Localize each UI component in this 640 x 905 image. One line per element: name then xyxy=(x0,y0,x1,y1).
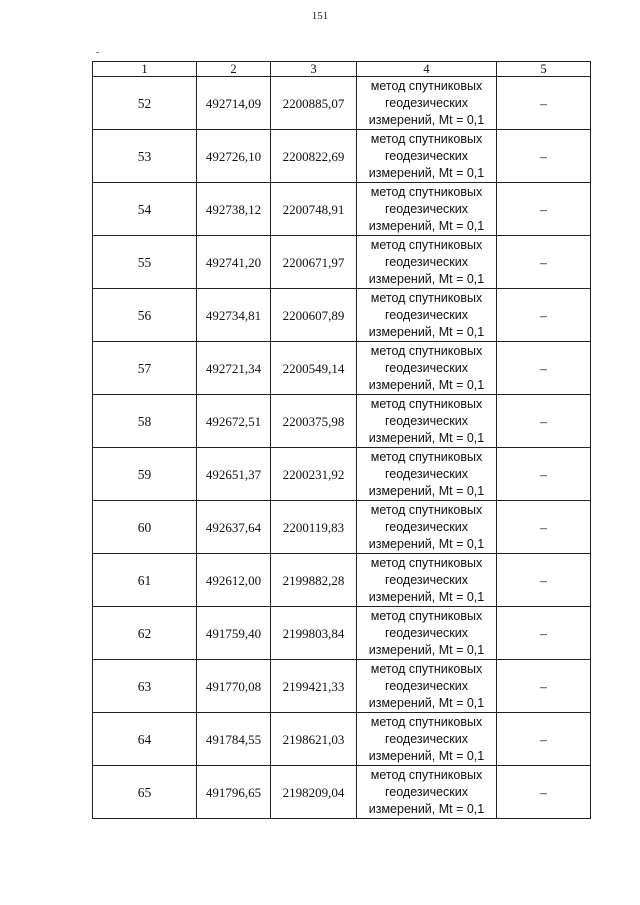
point-number-cell: 54 xyxy=(93,183,197,236)
method-text-line: метод спутниковых xyxy=(370,767,483,782)
x-coordinate-cell: 491770,08 xyxy=(197,660,271,713)
table-row xyxy=(93,289,591,342)
method-text-line: измерений, Mt = 0,1 xyxy=(368,589,485,604)
method-text-line: геодезических xyxy=(384,148,468,163)
x-coordinate-cell: 492741,20 xyxy=(197,236,271,289)
method-text-line: измерений, Mt = 0,1 xyxy=(368,536,485,551)
method-cell xyxy=(357,289,497,342)
method-cell xyxy=(357,183,497,236)
method-text-line: геодезических xyxy=(384,678,468,693)
point-number-cell: 65 xyxy=(93,766,197,819)
y-coordinate-cell: 2199421,33 xyxy=(271,660,357,713)
method-text-line: геодезических xyxy=(384,572,468,587)
point-number-cell: 60 xyxy=(93,501,197,554)
method-text-line: измерений, Mt = 0,1 xyxy=(368,801,485,816)
method-text-line: метод спутниковых xyxy=(370,396,483,411)
point-number-cell: 64 xyxy=(93,713,197,766)
table-row xyxy=(93,554,591,607)
column-5-cell: – xyxy=(497,660,591,713)
method-text-line: геодезических xyxy=(384,307,468,322)
method-text-line: измерений, Mt = 0,1 xyxy=(368,748,485,763)
method-cell xyxy=(357,501,497,554)
y-coordinate-cell: 2200748,91 xyxy=(271,183,357,236)
method-text-line: геодезических xyxy=(384,625,468,640)
method-cell xyxy=(357,766,497,819)
point-number-cell: 63 xyxy=(93,660,197,713)
method-text-line: измерений, Mt = 0,1 xyxy=(368,271,485,286)
point-number-cell: 56 xyxy=(93,289,197,342)
method-text-line: метод спутниковых xyxy=(370,290,483,305)
y-coordinate-cell: 2200671,97 xyxy=(271,236,357,289)
table-row xyxy=(93,342,591,395)
x-coordinate-cell: 492651,37 xyxy=(197,448,271,501)
method-text-line: метод спутниковых xyxy=(370,237,483,252)
x-coordinate-cell: 492612,00 xyxy=(197,554,271,607)
method-text-line: измерений, Mt = 0,1 xyxy=(368,324,485,339)
table-row xyxy=(93,236,591,289)
method-text-line: геодезических xyxy=(384,254,468,269)
page-number: 151 xyxy=(311,10,329,22)
point-number-cell: 55 xyxy=(93,236,197,289)
x-coordinate-cell: 492672,51 xyxy=(197,395,271,448)
method-cell xyxy=(357,607,497,660)
x-coordinate-cell: 492637,64 xyxy=(197,501,271,554)
table-row xyxy=(93,660,591,713)
column-5-cell: – xyxy=(497,713,591,766)
column-5-cell: – xyxy=(497,289,591,342)
x-coordinate-cell: 492721,34 xyxy=(197,342,271,395)
column-5-cell: – xyxy=(497,342,591,395)
method-text-line: метод спутниковых xyxy=(370,131,483,146)
table-row xyxy=(93,130,591,183)
column-header: 5 xyxy=(497,62,591,77)
y-coordinate-cell: 2200231,92 xyxy=(271,448,357,501)
column-5-cell: – xyxy=(497,395,591,448)
method-text-line: измерений, Mt = 0,1 xyxy=(368,695,485,710)
table-row xyxy=(93,607,591,660)
x-coordinate-cell: 491759,40 xyxy=(197,607,271,660)
column-5-cell: – xyxy=(497,501,591,554)
method-cell xyxy=(357,554,497,607)
method-text-line: измерений, Mt = 0,1 xyxy=(368,430,485,445)
x-coordinate-cell: 492714,09 xyxy=(197,77,271,130)
method-cell xyxy=(357,130,497,183)
y-coordinate-cell: 2199803,84 xyxy=(271,607,357,660)
point-number-cell: 61 xyxy=(93,554,197,607)
method-cell xyxy=(357,236,497,289)
column-5-cell: – xyxy=(497,236,591,289)
method-text-line: геодезических xyxy=(384,201,468,216)
method-text-line: метод спутниковых xyxy=(370,449,483,464)
table-row xyxy=(93,183,591,236)
point-number-cell: 58 xyxy=(93,395,197,448)
x-coordinate-cell: 492738,12 xyxy=(197,183,271,236)
column-5-cell: – xyxy=(497,130,591,183)
x-coordinate-cell: 491784,55 xyxy=(197,713,271,766)
y-coordinate-cell: 2200549,14 xyxy=(271,342,357,395)
method-cell xyxy=(357,395,497,448)
column-header: 1 xyxy=(93,62,197,77)
method-cell xyxy=(357,342,497,395)
method-text-line: геодезических xyxy=(384,466,468,481)
method-text-line: измерений, Mt = 0,1 xyxy=(368,165,485,180)
page-mark xyxy=(96,52,99,53)
table-row xyxy=(93,501,591,554)
y-coordinate-cell: 2200375,98 xyxy=(271,395,357,448)
x-coordinate-cell: 492734,81 xyxy=(197,289,271,342)
method-text-line: измерений, Mt = 0,1 xyxy=(368,483,485,498)
method-text-line: метод спутниковых xyxy=(370,343,483,358)
x-coordinate-cell: 492726,10 xyxy=(197,130,271,183)
method-cell xyxy=(357,660,497,713)
coordinates-table xyxy=(92,61,591,819)
point-number-cell: 62 xyxy=(93,607,197,660)
method-text-line: геодезических xyxy=(384,360,468,375)
column-header: 2 xyxy=(197,62,271,77)
method-cell xyxy=(357,448,497,501)
method-text-line: метод спутниковых xyxy=(370,78,483,93)
table-row xyxy=(93,395,591,448)
table-body xyxy=(93,77,591,819)
column-5-cell: – xyxy=(497,607,591,660)
method-text-line: геодезических xyxy=(384,519,468,534)
method-text-line: метод спутниковых xyxy=(370,555,483,570)
column-5-cell: – xyxy=(497,183,591,236)
column-5-cell: – xyxy=(497,554,591,607)
method-text-line: измерений, Mt = 0,1 xyxy=(368,642,485,657)
column-5-cell: – xyxy=(497,766,591,819)
column-header: 4 xyxy=(357,62,497,77)
method-text-line: измерений, Mt = 0,1 xyxy=(368,218,485,233)
point-number-cell: 53 xyxy=(93,130,197,183)
method-text-line: метод спутниковых xyxy=(370,608,483,623)
y-coordinate-cell: 2199882,28 xyxy=(271,554,357,607)
point-number-cell: 57 xyxy=(93,342,197,395)
method-text-line: измерений, Mt = 0,1 xyxy=(368,112,485,127)
method-text-line: метод спутниковых xyxy=(370,184,483,199)
y-coordinate-cell: 2200119,83 xyxy=(271,501,357,554)
method-text-line: геодезических xyxy=(384,413,468,428)
method-text-line: геодезических xyxy=(384,95,468,110)
method-cell xyxy=(357,77,497,130)
method-cell xyxy=(357,713,497,766)
table-row xyxy=(93,448,591,501)
method-text-line: измерений, Mt = 0,1 xyxy=(368,377,485,392)
table-row xyxy=(93,766,591,819)
method-text-line: геодезических xyxy=(384,731,468,746)
y-coordinate-cell: 2198209,04 xyxy=(271,766,357,819)
table-header-row xyxy=(93,62,591,77)
point-number-cell: 52 xyxy=(93,77,197,130)
point-number-cell: 59 xyxy=(93,448,197,501)
y-coordinate-cell: 2198621,03 xyxy=(271,713,357,766)
method-text-line: метод спутниковых xyxy=(370,502,483,517)
x-coordinate-cell: 491796,65 xyxy=(197,766,271,819)
column-5-cell: – xyxy=(497,77,591,130)
table-row xyxy=(93,77,591,130)
y-coordinate-cell: 2200822,69 xyxy=(271,130,357,183)
table-row xyxy=(93,713,591,766)
column-header: 3 xyxy=(271,62,357,77)
y-coordinate-cell: 2200607,89 xyxy=(271,289,357,342)
method-text-line: метод спутниковых xyxy=(370,714,483,729)
method-text-line: метод спутниковых xyxy=(370,661,483,676)
column-5-cell: – xyxy=(497,448,591,501)
y-coordinate-cell: 2200885,07 xyxy=(271,77,357,130)
method-text-line: геодезических xyxy=(384,784,468,799)
